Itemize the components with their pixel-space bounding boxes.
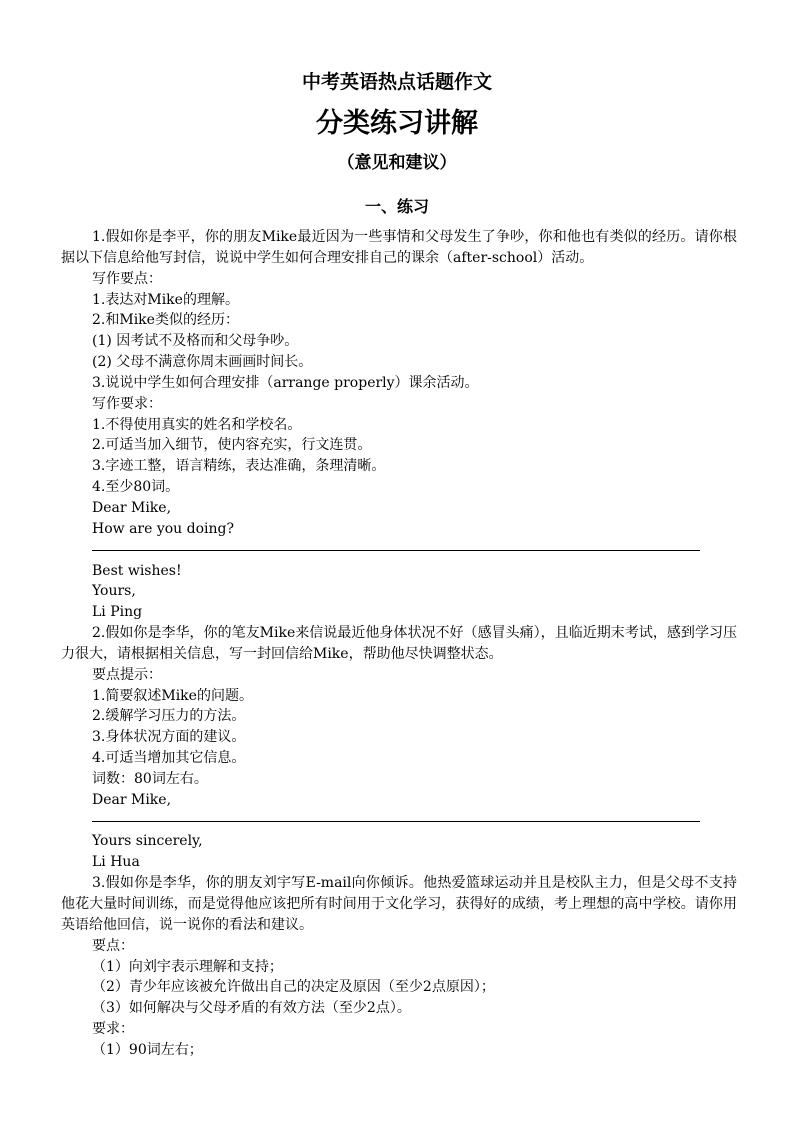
q2-answer-line[interactable] [61, 811, 737, 832]
q3-point: （1）向刘宇表示理解和支持； [92, 958, 283, 975]
q1-greeting: Dear Mike, [92, 499, 172, 516]
document-subtitle: 分类练习讲解 [316, 108, 478, 139]
q1-closing: Best wishes! [92, 562, 182, 579]
q1-opening: How are you doing? [92, 520, 235, 537]
q2-point: 2.缓解学习压力的方法。 [92, 708, 246, 725]
q1-signature: Li Ping [92, 604, 143, 621]
q1-requirement: 4.至少80词。 [92, 479, 180, 496]
q1-closing: Yours, [92, 583, 136, 600]
q1-req-heading: 写作要求： [92, 395, 162, 412]
q2-point: 3.身体状况方面的建议。 [92, 729, 246, 746]
q1-requirement: 1.不得使用真实的姓名和学校名。 [92, 416, 302, 433]
document-title: 中考英语热点话题作文 [301, 71, 492, 93]
q3-point: （3）如何解决与父母矛盾的有效方法（至少2点）。 [92, 1000, 411, 1017]
q1-requirement: 2.可适当加入细节，使内容充实，行文连贯。 [92, 437, 372, 454]
q1-requirement: 3.字迹工整，语言精练，表达准确，条理清晰。 [92, 458, 386, 475]
q3-point: （2）青少年应该被允许做出自己的决定及原因（至少2点原因）； [92, 979, 495, 996]
q1-points-heading: 写作要点： [92, 270, 162, 287]
q1-point: 1.表达对Mike的理解。 [92, 291, 239, 308]
q3-requirement: （1）90词左右； [92, 1041, 203, 1058]
q3-req-heading: 要求： [92, 1021, 134, 1038]
q2-word-count: 词数：80词左右。 [92, 770, 208, 787]
q2-points-heading: 要点提示： [92, 666, 162, 683]
q2-point: 4.可适当增加其它信息。 [92, 750, 246, 767]
exercise-body [61, 227, 737, 1061]
q2-point: 1.简要叙述Mike的问题。 [92, 687, 253, 704]
q2-closing: Yours sincerely, [92, 833, 203, 850]
q1-point: 3.说说中学生如何合理安排（arrange properly）课余活动。 [92, 374, 479, 391]
q2-signature: Li Hua [92, 854, 140, 871]
q3-prompt: 3.假如你是李华，你的朋友刘宇写E-mail向你倾诉。他热爱篮球运动并且是校队主力，但是父母不支持他花大量时间训练，而是觉得他应该把所有时间用于文化学习，获得好的成绩，考上理想的高中学校。请你用英语给他回信，说一说你的看法和建议。 [61, 875, 737, 933]
section-heading: 一、练习 [364, 197, 429, 216]
q2-greeting: Dear Mike, [92, 791, 172, 808]
q1-point: 2.和Mike类似的经历： [92, 312, 239, 329]
q2-prompt: 2.假如你是李华，你的笔友Mike来信说最近他身体状况不好（感冒头痛），且临近期末考试，感到学习压力很大，请根据相关信息，写一封回信给Mike，帮助他尽快调整状态。 [61, 625, 737, 662]
q1-point: (1) 因考试不及格而和父母争吵。 [92, 333, 299, 350]
q1-answer-line[interactable] [61, 540, 737, 561]
q1-prompt: 1.假如你是李平，你的朋友Mike最近因为一些事情和父母发生了争吵，你和他也有类似的经历。请你根据以下信息给他写封信，说说中学生如何合理安排自己的课余（after-school）活动。 [61, 229, 737, 266]
topic-heading: （意见和建议） [337, 153, 457, 173]
q3-points-heading: 要点： [92, 937, 134, 954]
q1-point: (2) 父母不满意你周末画画时间长。 [92, 354, 313, 371]
